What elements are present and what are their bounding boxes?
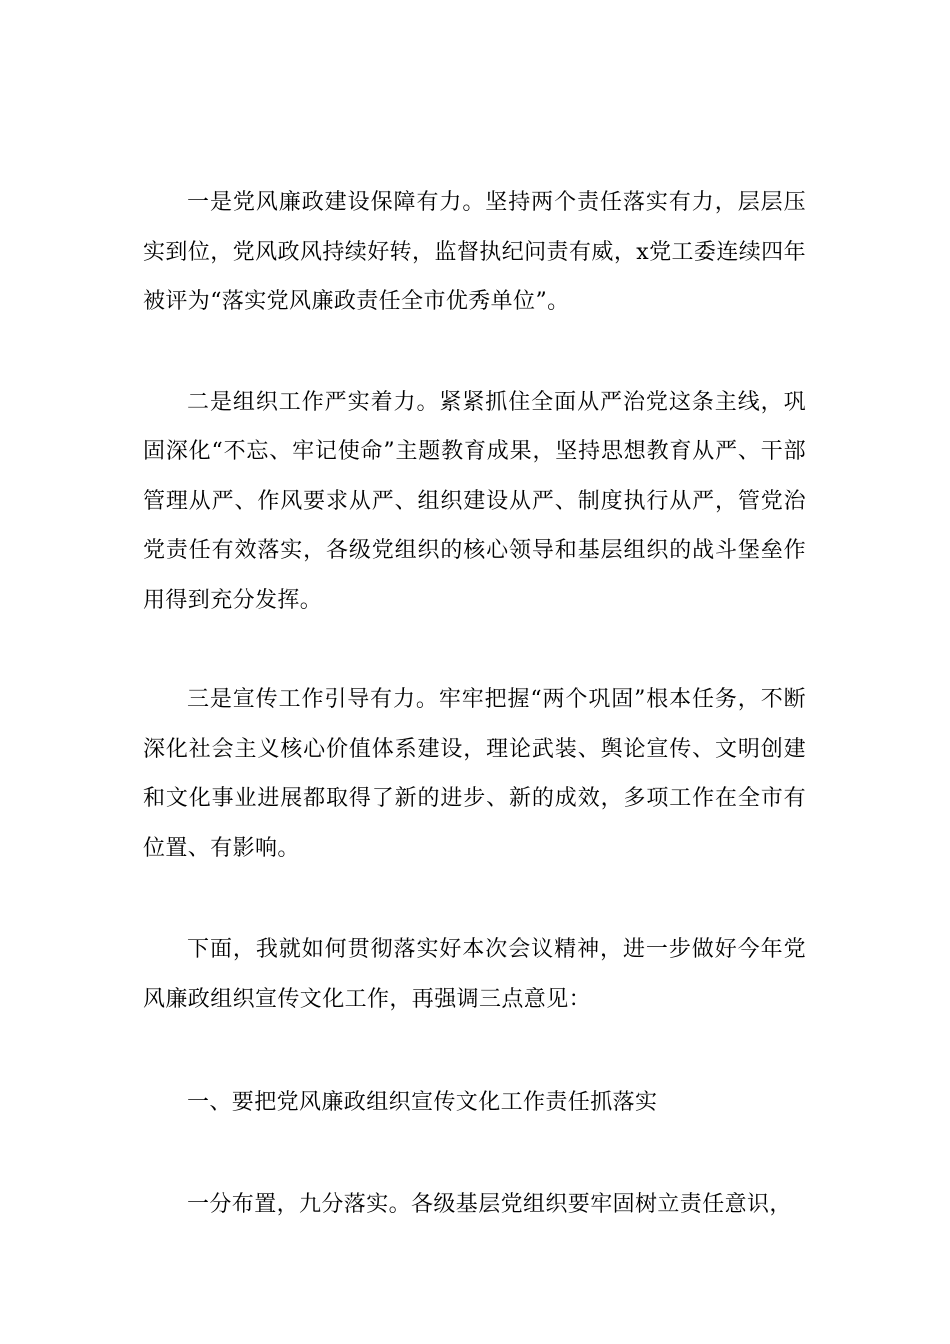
paragraph-implementation: 一分布置，九分落实。各级基层党组织要牢固树立责任意识， [187, 1191, 792, 1217]
paragraph-party-conduct: 一是党风廉政建设保障有力。坚持两个责任落实有力，层层压实到位，党风政风持续好转，监督执纪问责有威，x党工委连续四年被评为“落实党风廉政责任全市优秀单位”。 [143, 190, 806, 314]
document-body [143, 178, 806, 1229]
paragraph-transition: 下面，我就如何贯彻落实好本次会议精神，进一步做好今年党风廉政组织宣传文化工作，再强调三点意见： [143, 937, 806, 1012]
section-heading-one: 一、要把党风廉政组织宣传文化工作责任抓落实 [187, 1090, 658, 1115]
paragraph-organization-work: 二是组织工作严实着力。紧紧抓住全面从严治党这条主线，巩固深化“不忘、牢记使命”主题教育成果，坚持思想教育从严、干部管理从严、作风要求从严、组织建设从严、制度执行从严，管党治党责任有效落实，各级党组织的核心领导和基层组织的战斗堡垒作用得到充分发挥。 [143, 389, 806, 613]
paragraph-publicity-work: 三是宣传工作引导有力。牢牢把握“两个巩固”根本任务，不断深化社会主义核心价值体系建设，理论武装、舆论宣传、文明创建和文化事业进展都取得了新的进步、新的成效，多项工作在全市有位置、有影响。 [143, 687, 806, 861]
